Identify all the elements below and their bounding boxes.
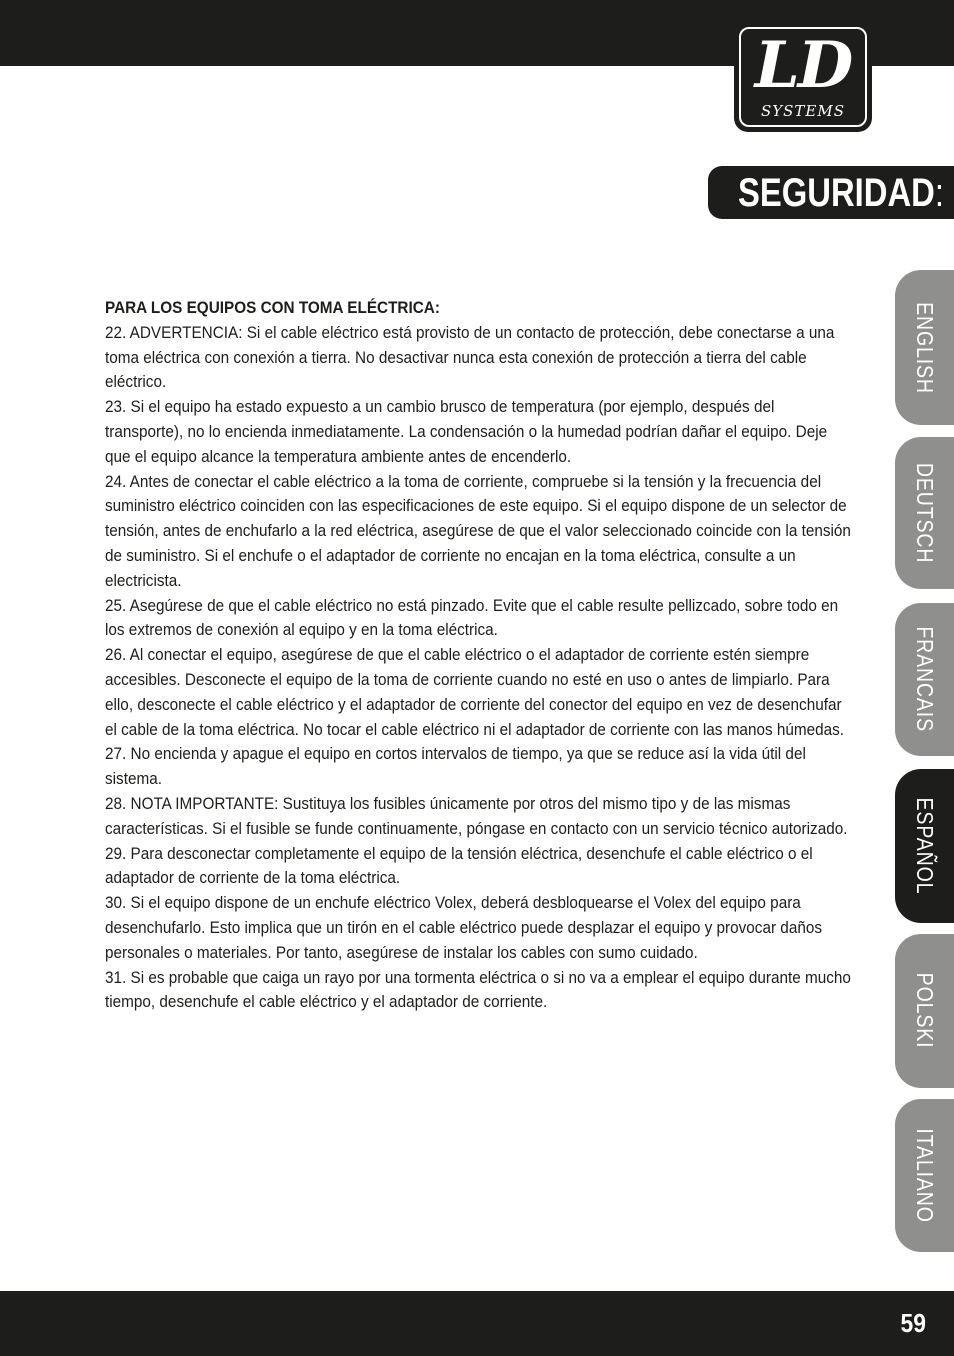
safety-item-29: 29. Para desconectar completamente el equipo de la tensión eléctrica, desenchufe el cable eléctrico o el adaptador de corriente de la toma eléctrica. [105,843,813,888]
lang-tab-label: ESPAÑOL [912,797,938,895]
section-title [738,170,944,216]
content-heading: PARA LOS EQUIPOS CON TOMA ELÉCTRICA: [105,298,440,317]
safety-item-28: 28. NOTA IMPORTANTE: Sustituya los fusibles únicamente por otros del mismo tipo y de las mismas características. Si el fusible se funde continuamente, póngase en contacto con un servicio técnico autorizado. [105,793,848,838]
lang-tab-label: POLSKI [912,973,938,1049]
lang-tab-deutsch[interactable] [895,437,954,589]
lang-tab-english[interactable] [895,270,954,425]
safety-item-23: 23. Si el equipo ha estado expuesto a un cambio brusco de temperatura (por ejemplo, después del transporte), no lo encienda inmediatamente. La condensación o la humedad podrían dañar el equipo. Deje que el equipo alcance la temperatura ambiente antes de encenderlo. [105,397,828,466]
lang-tab-italiano[interactable] [895,1099,954,1252]
logo-sub-text: SYSTEMS [760,102,846,120]
section-title-tab [708,166,954,219]
lang-tab-label: FRANCAIS [912,626,938,733]
lang-tab-label: ITALIANO [912,1128,938,1223]
lang-tab-francais[interactable] [895,603,954,756]
safety-content [105,296,865,1015]
lang-tab-label: DEUTSCH [912,462,938,564]
lang-tab-polski[interactable] [895,934,954,1088]
section-title-label: SEGURIDAD [738,171,935,215]
section-title-colon: : [934,171,944,215]
lang-tab-espanol[interactable] [895,769,954,923]
logo-brand-text: LD [754,28,852,103]
lang-tab-label: ENGLISH [912,301,938,394]
footer-bar [0,1291,954,1356]
content-text-block [105,296,857,1015]
safety-item-31: 31. Si es probable que caiga un rayo por una tormenta eléctrica o si no va a emplear el equipo durante mucho tiempo, desenchufe el cable eléctrico y el adaptador de corriente. [105,967,851,1012]
logo-frame [739,27,867,127]
safety-item-25: 25. Asegúrese de que el cable eléctrico no está pinzado. Evite que el cable resulte pellizcado, sobre todo en los extremos de conexión al equipo y en la toma eléctrica. [105,595,839,640]
ld-systems-logo [734,22,872,132]
safety-item-26: 26. Al conectar el equipo, asegúrese de que el cable eléctrico o el adaptador de corriente estén siempre accesibles. Desconecte el equipo de la toma de corriente cuando no esté en uso o antes de limpiarlo. Para ello, desconecte el cable eléctrico y el adaptador de corriente del conector del equipo en vez de desenchufar el cable de la toma eléctrica. No tocar el cable eléctrico ni el adaptador de corriente con las manos húmedas. [105,645,845,739]
safety-item-22: 22. ADVERTENCIA: Si el cable eléctrico está provisto de un contacto de protección, debe conectarse a una toma eléctrica con conexión a tierra. No desactivar nunca esta conexión de protección a tierra del cable eléctrico. [105,322,835,392]
page-number: 59 [900,1308,926,1338]
safety-item-30: 30. Si el equipo dispone de un enchufe eléctrico Volex, deberá desbloquearse el Volex del equipo para desenchufarlo. Esto implica que un tirón en el cable eléctrico puede desplazar el equipo y provocar daños personales o materiales. Por tanto, asegúrese de instalar los cables con sumo cuidado. [105,893,823,962]
safety-item-24: 24. Antes de conectar el cable eléctrico a la toma de corriente, compruebe si la tensión y la frecuencia del suministro eléctrico coinciden con las especificaciones de este equipo. Si el equipo dispone de un selector de tensión, antes de enchufarlo a la red eléctrica, asegúrese de que el valor seleccionado coincide con la tensión de suministro. Si el enchufe o el adaptador de corriente no encajan en la toma eléctrica, consulte a un electricista. [105,471,851,590]
safety-item-27: 27. No encienda y apague el equipo en cortos intervalos de tiempo, ya que se reduce así la vida útil del sistema. [105,744,806,789]
